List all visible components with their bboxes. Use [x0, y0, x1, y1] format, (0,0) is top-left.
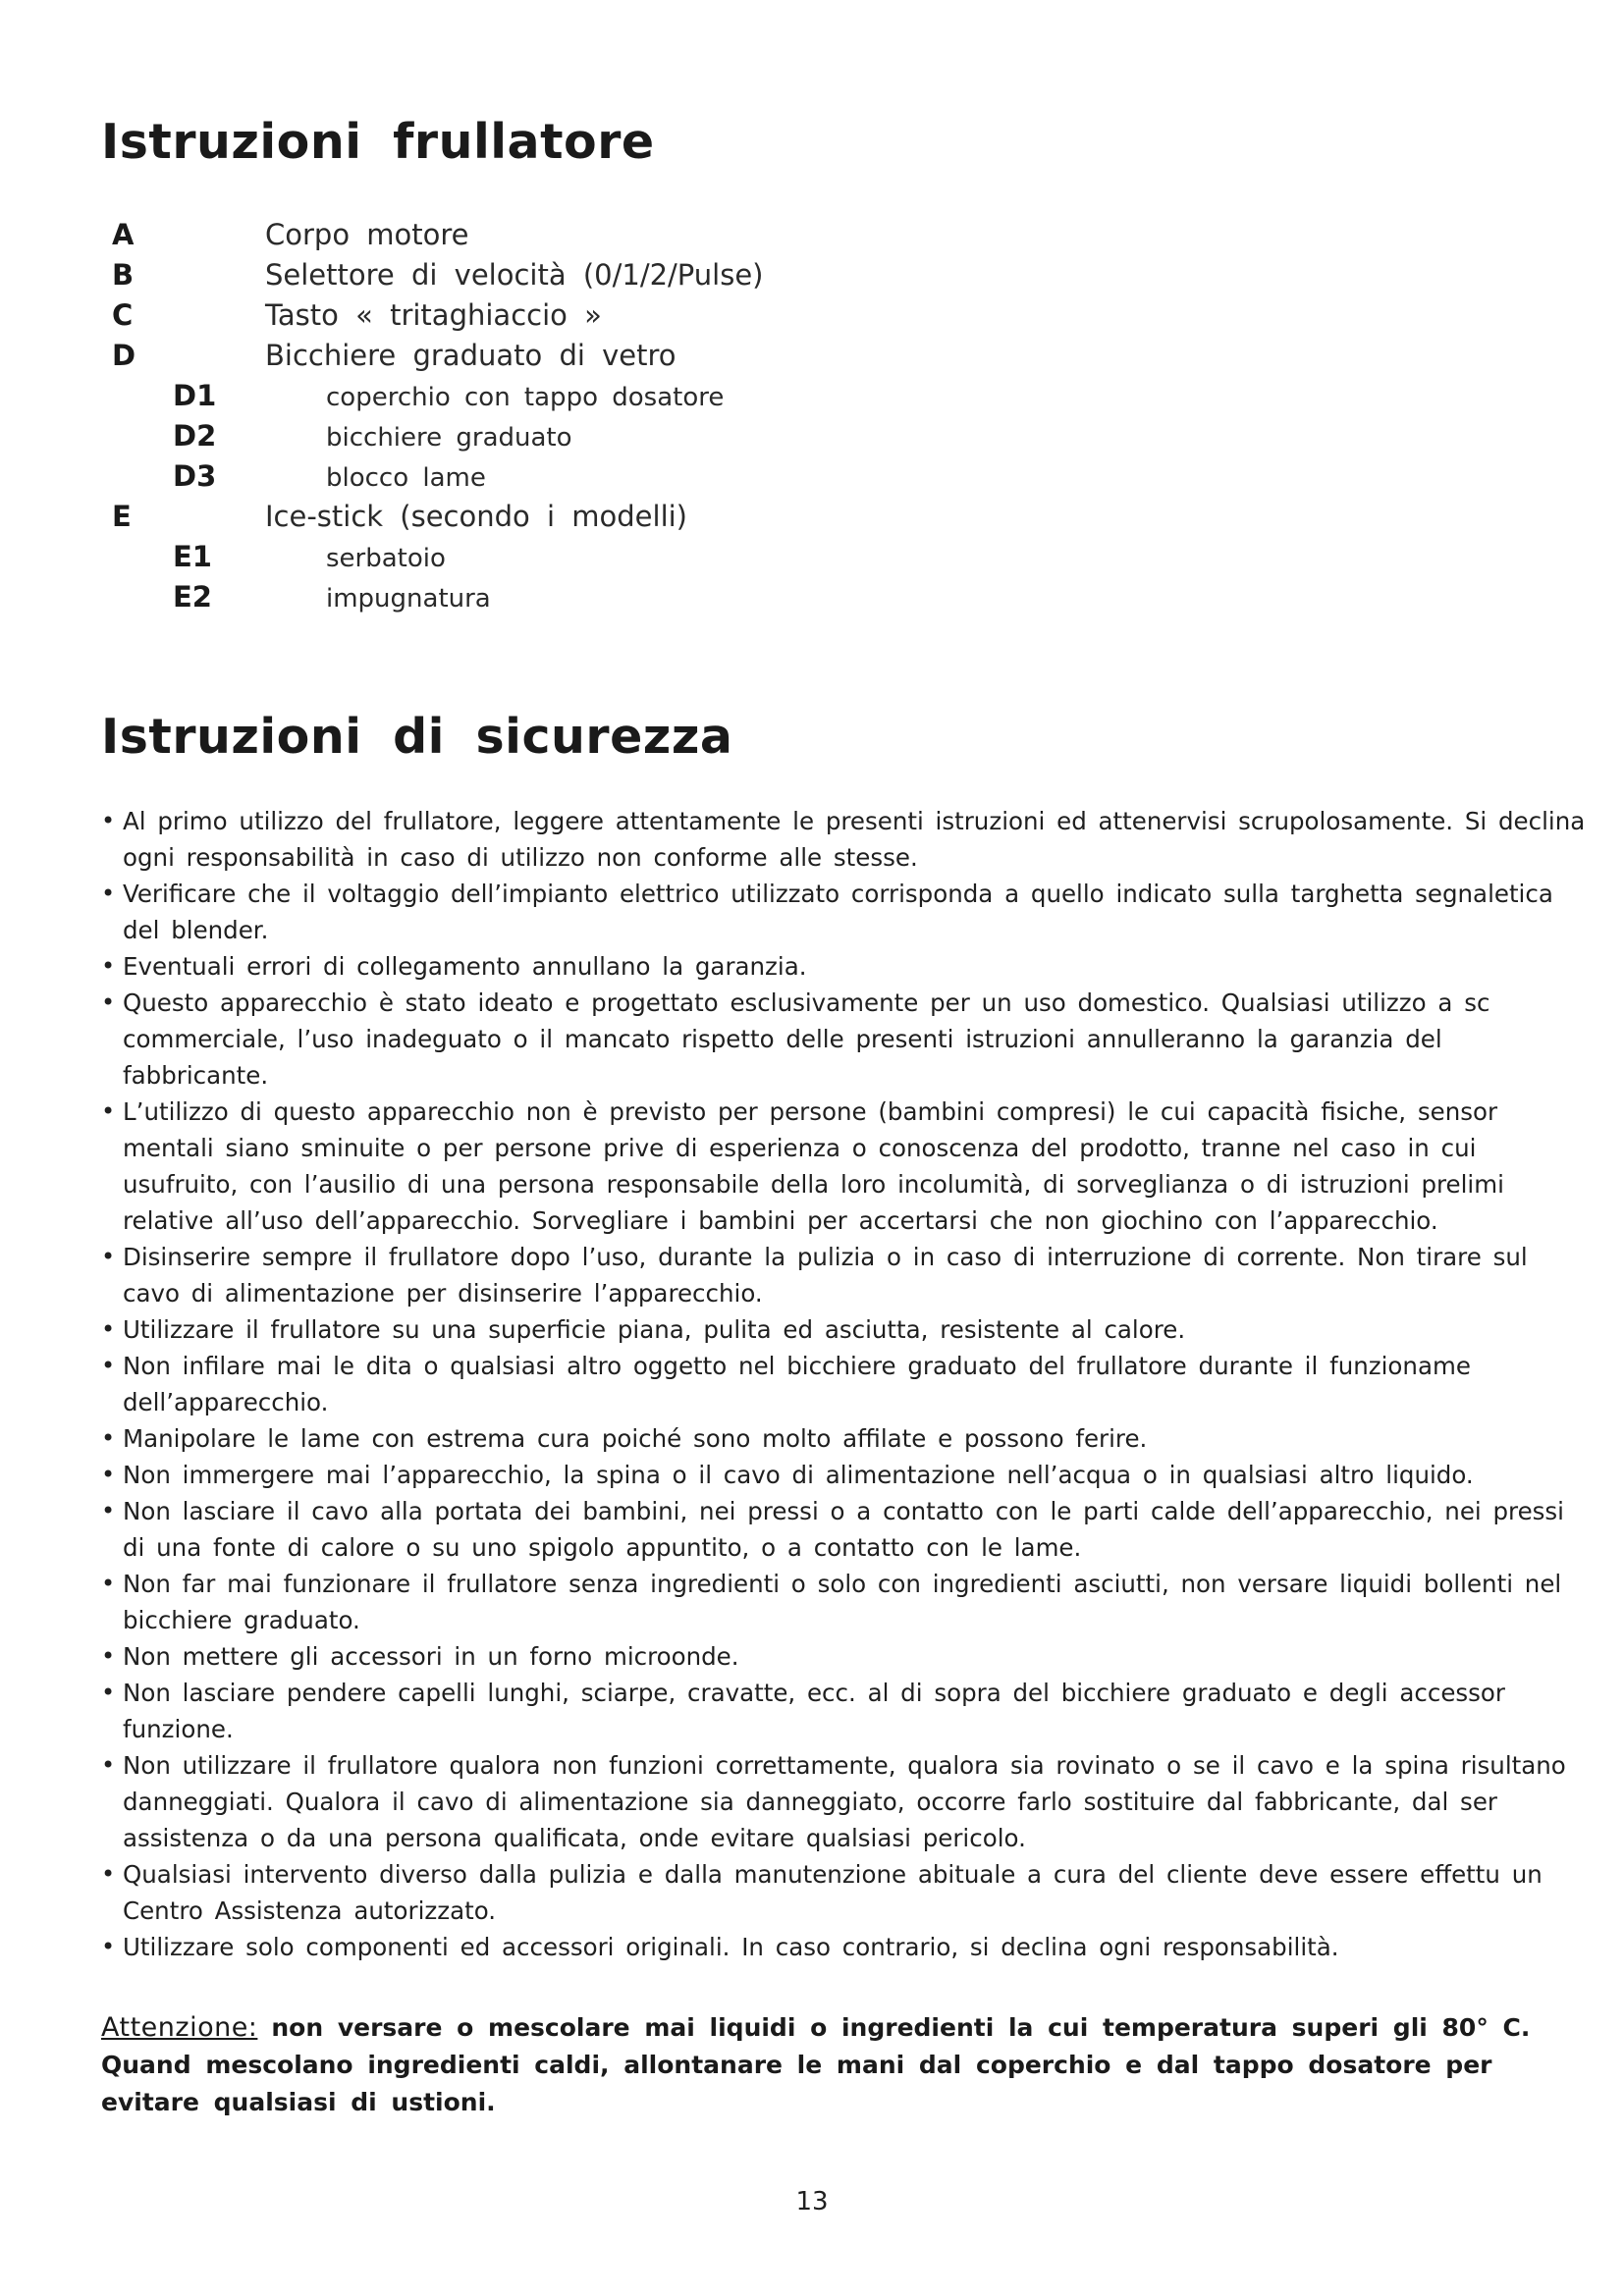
part-item	[0, 540, 1624, 580]
safety-rule-text: Verificare che il voltaggio dell’impianto elettrico utilizzato corrisponda a quello indicato sulla targhetta segnaletica del blender.	[123, 880, 1553, 944]
safety-rule-text: Manipolare le lame con estrema cura poiché sono molto affilate e possono ferire.	[123, 1424, 1148, 1453]
part-description: coperchio con tappo dosatore	[326, 383, 725, 412]
bullet-icon: •	[101, 1497, 116, 1524]
part-letter: B	[112, 258, 135, 292]
part-item	[0, 459, 1624, 500]
part-letter: E1	[173, 540, 212, 573]
part-item	[0, 339, 1624, 379]
safety-rule-text: Non lasciare pendere capelli lunghi, sciarpe, cravatte, ecc. al di sopra del bicchiere graduato e degli accessor funzione.	[123, 1679, 1505, 1743]
safety-rule	[101, 1675, 1594, 1747]
bullet-icon: •	[101, 1424, 116, 1452]
part-description: Ice-stick (secondo i modelli)	[265, 500, 687, 533]
safety-rule	[101, 1856, 1594, 1929]
bullet-icon: •	[101, 1461, 116, 1488]
safety-rule-text: Non far mai funzionare il frullatore senza ingredienti o solo con ingredienti asciutti, non versare liquidi bollenti nel bicchiere graduato.	[123, 1570, 1562, 1634]
safety-rule-text: L’utilizzo di questo apparecchio non è previsto per persone (bambini compresi) le cui capacità fisiche, sensor mentali siano sminuite o per persone prive di esperienza o conoscenza del prodotto, tranne nel caso in cui usufruito, con l’ausilio di una persona responsabile della loro incolumità, di sorveglianza o di istruzioni prelimi relative all’uso dell’apparecchio. Sorvegliare i bambini per accertarsi che non giochino con l’apparecchio.	[123, 1097, 1504, 1235]
part-letter: D	[112, 339, 136, 372]
part-description: bicchiere graduato	[326, 423, 572, 453]
bullet-icon: •	[101, 807, 116, 834]
safety-rule-text: Non utilizzare il frullatore qualora non funzioni correttamente, qualora sia rovinato o se il cavo e la spina risultano danneggiati. Qualora il cavo di alimentazione sia danneggiato, occorre farlo sostituire dal fabbricante, dal ser assistenza o da una persona qualificata, onde evitare qualsiasi pericolo.	[123, 1751, 1566, 1852]
safety-section-title: Istruzioni di sicurezza	[101, 709, 733, 765]
bullet-icon: •	[101, 1642, 116, 1670]
safety-rule	[101, 1239, 1594, 1311]
bullet-icon: •	[101, 1352, 116, 1379]
safety-rule-text: Questo apparecchio è stato ideato e progettato esclusivamente per un uso domestico. Qualsiasi utilizzo a sc commerciale, l’uso inadeguato o il mancato rispetto delle presenti istruzioni annulleranno la garanzia del fabbricante.	[123, 988, 1490, 1090]
part-description: Corpo motore	[265, 218, 469, 251]
bullet-icon: •	[101, 1097, 116, 1125]
safety-rule	[101, 803, 1594, 876]
bullet-icon: •	[101, 1933, 116, 1960]
safety-rule	[101, 1747, 1594, 1856]
bullet-icon: •	[101, 1751, 116, 1779]
part-item	[0, 379, 1624, 419]
part-letter: D3	[173, 459, 217, 493]
part-description: blocco lame	[326, 463, 486, 493]
safety-rule-text: Al primo utilizzo del frullatore, leggere attentamente le presenti istruzioni ed attenervisi scrupolosamente. Si declina ogni responsabilità in caso di utilizzo non conforme alle stesse.	[123, 807, 1586, 872]
safety-rules-list	[101, 803, 1594, 1965]
safety-rule-text: Non infilare mai le dita o qualsiasi altro oggetto nel bicchiere graduato del frullatore durante il funzioname dell’apparecchio.	[123, 1352, 1471, 1416]
bullet-icon: •	[101, 1570, 116, 1597]
bullet-icon: •	[101, 952, 116, 980]
safety-rule	[101, 876, 1594, 948]
safety-rule	[101, 1493, 1594, 1566]
safety-rule	[101, 1348, 1594, 1420]
safety-rule	[101, 1457, 1594, 1493]
safety-rule-text: Qualsiasi intervento diverso dalla pulizia e dalla manutenzione abituale a cura del cliente deve essere effettu un Centro Assistenza autorizzato.	[123, 1860, 1543, 1925]
safety-rule-text: Utilizzare solo componenti ed accessori originali. In caso contrario, si declina ogni responsabilità.	[123, 1933, 1339, 1961]
safety-rule-text: Non mettere gli accessori in un forno microonde.	[123, 1642, 739, 1671]
part-letter: A	[112, 218, 135, 251]
safety-rule-text: Non lasciare il cavo alla portata dei bambini, nei pressi o a contatto con le parti calde dell’apparecchio, nei pressi di una fonte di calore o su uno spigolo appuntito, o a contatto con le lame.	[123, 1497, 1564, 1562]
bullet-icon: •	[101, 880, 116, 907]
part-description: Tasto « tritaghiaccio »	[265, 298, 602, 332]
safety-rule	[101, 1420, 1594, 1457]
safety-rule-text: Disinserire sempre il frullatore dopo l’uso, durante la pulizia o in caso di interruzione di corrente. Non tirare sul cavo di alimentazione per disinserire l’apparecchio.	[123, 1243, 1528, 1308]
part-description: Selettore di velocità (0/1/2/Pulse)	[265, 258, 764, 292]
part-item	[0, 218, 1624, 258]
part-description: impugnatura	[326, 584, 491, 614]
safety-rule	[101, 1566, 1594, 1638]
part-description: Bicchiere graduato di vetro	[265, 339, 677, 372]
warning-text: non versare o mescolare mai liquidi o ingredienti la cui temperatura superi gli 80° C. Quand mescolano ingredienti caldi, allontanare le mani dal coperchio e dal tappo dosatore per evitare qualsiasi di ustioni.	[101, 2013, 1531, 2116]
part-item	[0, 419, 1624, 459]
part-letter: D2	[173, 419, 217, 453]
safety-rule-text: Non immergere mai l’apparecchio, la spina o il cavo di alimentazione nell’acqua o in qualsiasi altro liquido.	[123, 1461, 1474, 1489]
safety-rule	[101, 1311, 1594, 1348]
bullet-icon: •	[101, 1860, 116, 1888]
bullet-icon: •	[101, 1679, 116, 1706]
safety-rule	[101, 985, 1594, 1094]
part-item	[0, 580, 1624, 620]
part-letter: E	[112, 500, 132, 533]
bullet-icon: •	[101, 988, 116, 1016]
bullet-icon: •	[101, 1243, 116, 1270]
part-description: serbatoio	[326, 544, 446, 573]
safety-rule-text: Utilizzare il frullatore su una superficie piana, pulita ed asciutta, resistente al calore.	[123, 1315, 1186, 1344]
parts-section-title: Istruzioni frullatore	[101, 114, 655, 170]
part-item	[0, 298, 1624, 339]
page-number: 13	[795, 2187, 829, 2216]
warning-label: Attenzione:	[101, 2012, 258, 2043]
safety-rule	[101, 1929, 1594, 1965]
part-letter: E2	[173, 580, 212, 614]
parts-list	[0, 218, 1624, 620]
warning-note	[101, 2009, 1594, 2121]
part-item	[0, 258, 1624, 298]
part-item	[0, 500, 1624, 540]
safety-rule	[101, 1094, 1594, 1239]
part-letter: D1	[173, 379, 217, 412]
safety-rule	[101, 948, 1594, 985]
part-letter: C	[112, 298, 134, 332]
safety-rule	[101, 1638, 1594, 1675]
safety-rule-text: Eventuali errori di collegamento annullano la garanzia.	[123, 952, 807, 981]
bullet-icon: •	[101, 1315, 116, 1343]
